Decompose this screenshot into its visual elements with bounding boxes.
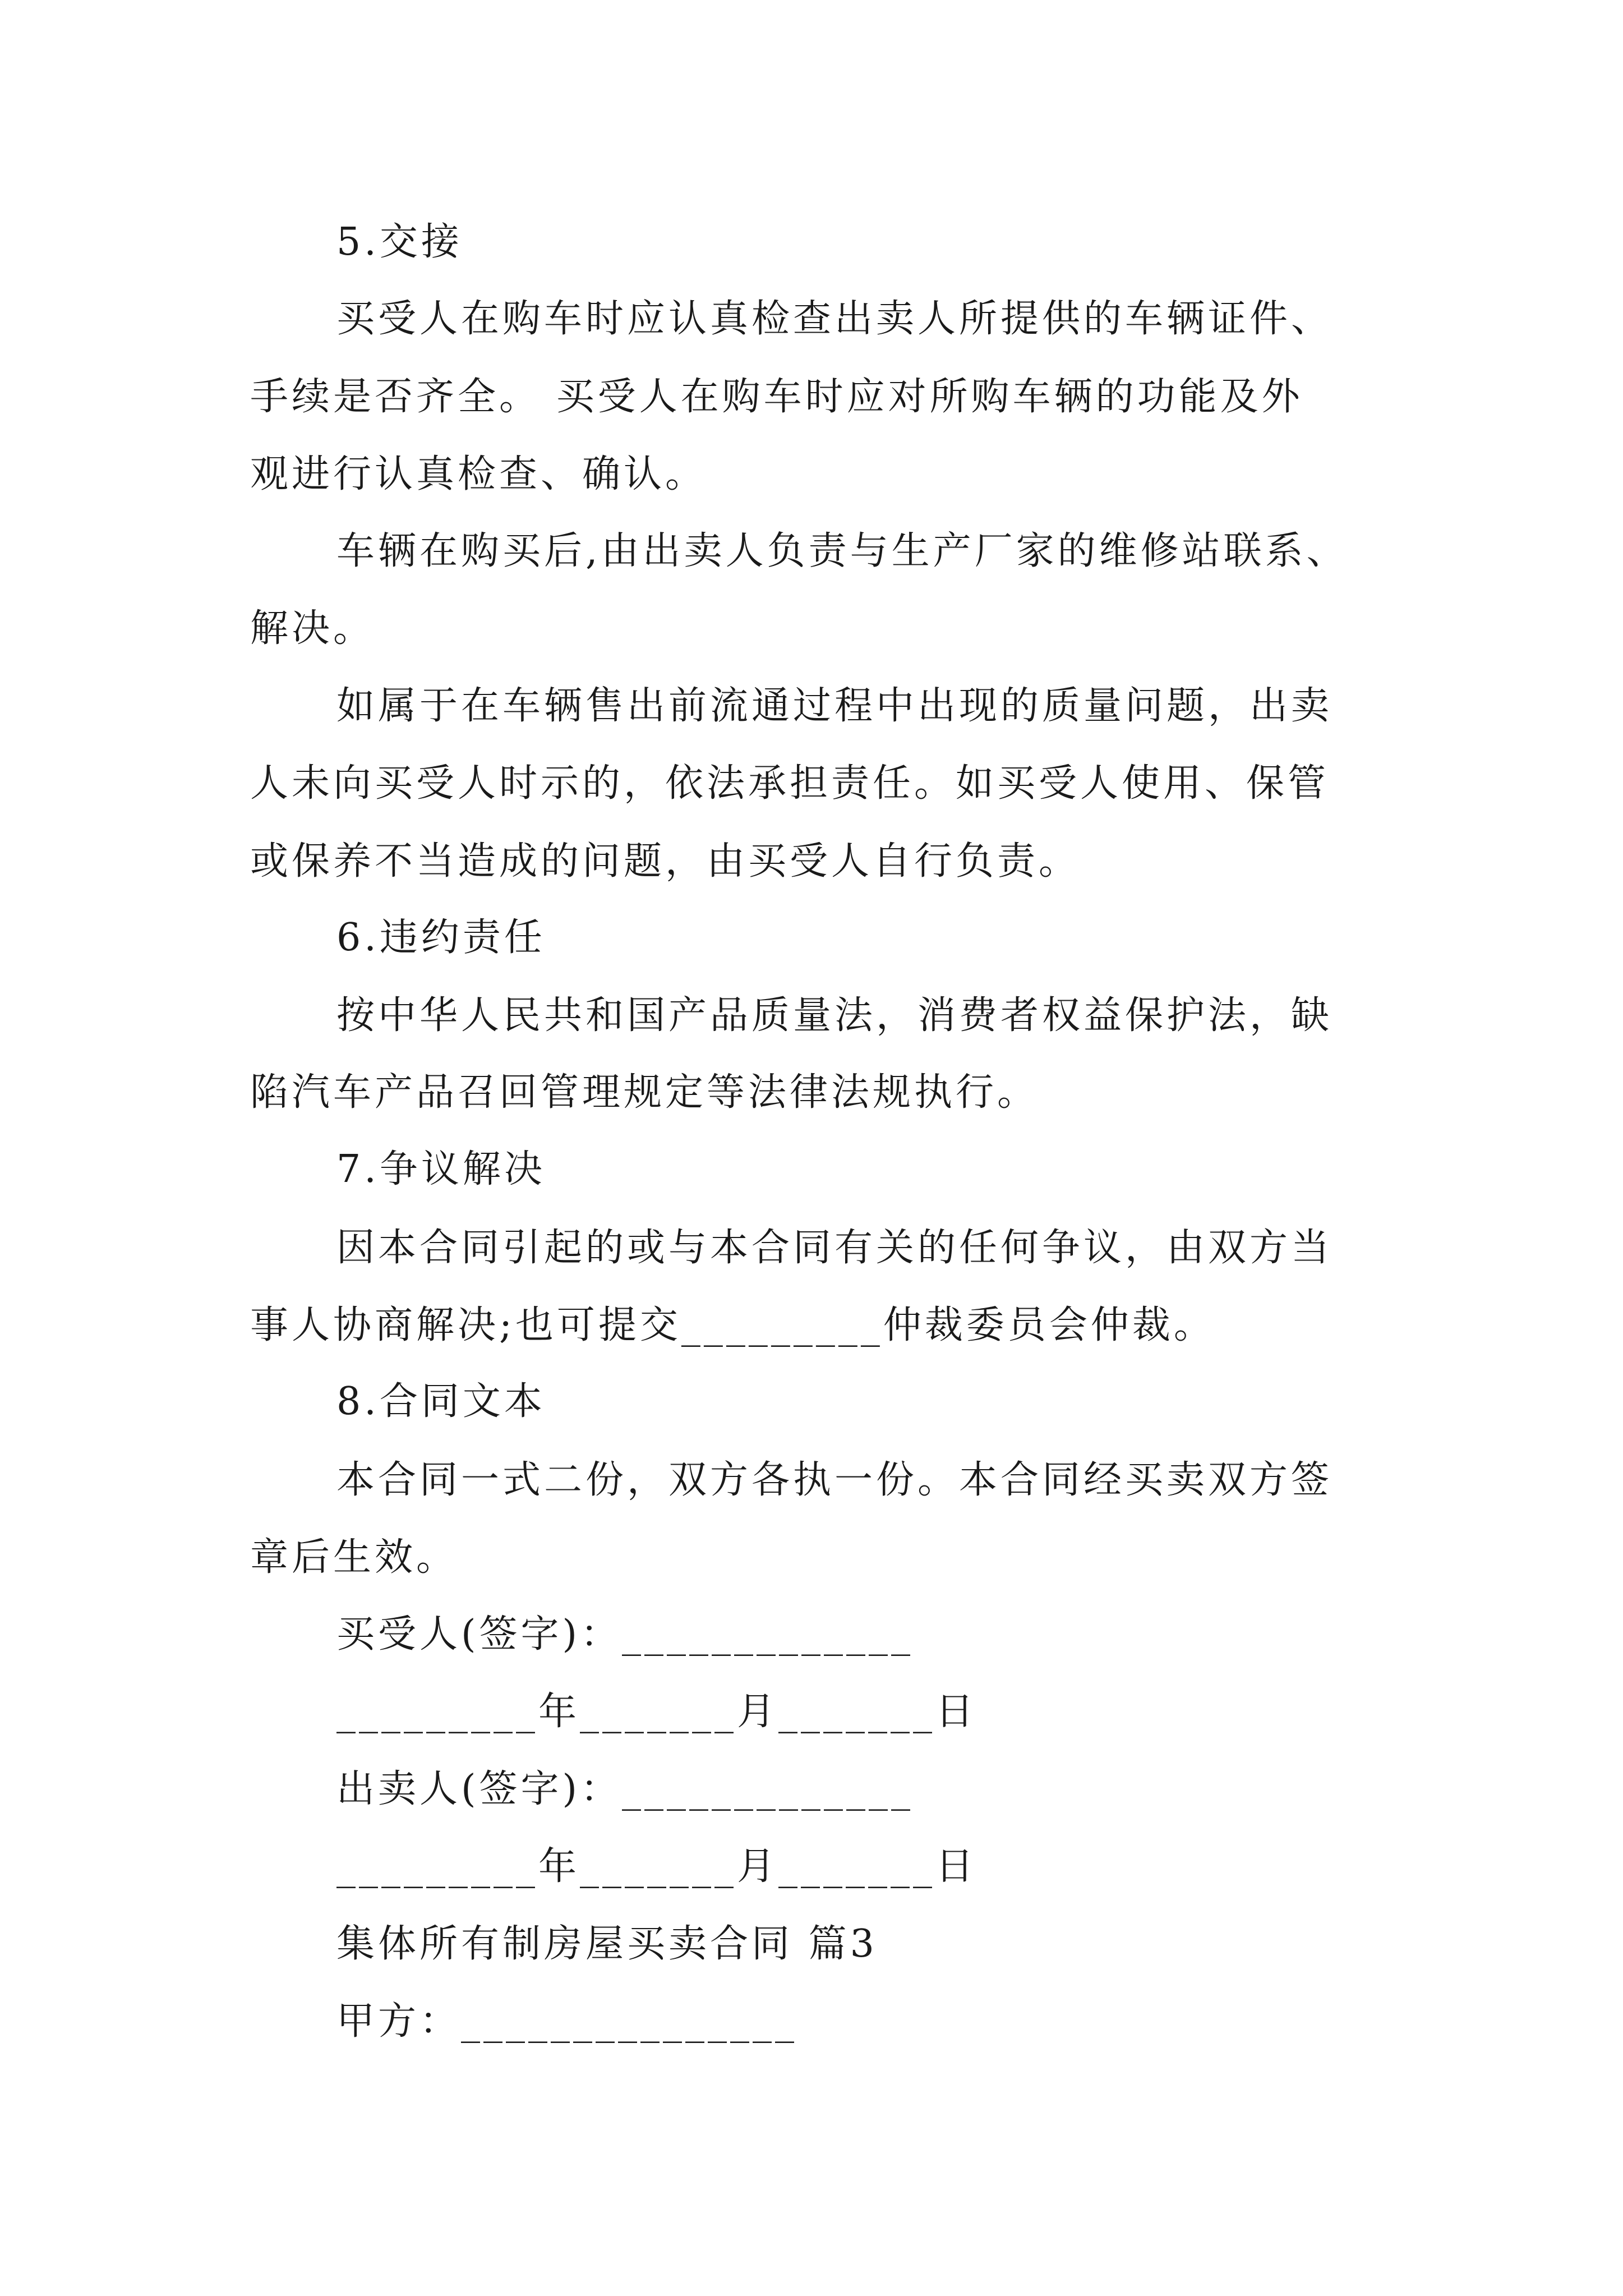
paragraph-line: 解决。 <box>250 606 375 651</box>
section-heading-contract-text: 8.合同文本 <box>336 1379 546 1424</box>
paragraph-line: 或保养不当造成的问题，由买受人自行负责。 <box>250 839 1081 884</box>
buyer-signature-line: 买受人(签字)：_____________ <box>336 1612 914 1657</box>
paragraph-line: 买受人在购车时应认真检查出卖人所提供的车辆证件、 <box>336 297 1333 341</box>
seller-signature-line: 出卖人(签字)：_____________ <box>336 1767 914 1811</box>
paragraph-line: 手续是否齐全。 买受人在购车时应对所购车辆的功能及外 <box>250 375 1303 419</box>
section-heading-handover: 5.交接 <box>336 220 463 264</box>
paragraph-line: 章后生效。 <box>250 1535 458 1580</box>
next-contract-title: 集体所有制房屋买卖合同 篇3 <box>336 1922 878 1966</box>
paragraph-line: 人未向买受人时示的，依法承担责任。如买受人使用、保管 <box>250 761 1330 806</box>
paragraph-line: 因本合同引起的或与本合同有关的任何争议，由双方当 <box>336 1226 1333 1270</box>
section-heading-breach-liability: 6.违约责任 <box>336 915 546 960</box>
paragraph-line: 事人协商解决;也可提交_________仲裁委员会仲裁。 <box>250 1303 1215 1347</box>
party-a-line: 甲方：_______________ <box>336 1999 798 2044</box>
paragraph-line: 按中华人民共和国产品质量法，消费者权益保护法，缺 <box>336 993 1333 1038</box>
paragraph-line: 本合同一式二份，双方各执一份。本合同经买卖双方签 <box>336 1458 1333 1502</box>
paragraph-line: 观进行认真检查、确认。 <box>250 452 707 496</box>
buyer-date-line: _________年_______月_______日 <box>336 1690 978 1734</box>
section-heading-dispute-resolution: 7.争议解决 <box>336 1147 546 1191</box>
paragraph-line: 如属于在车辆售出前流通过程中出现的质量问题，出卖 <box>336 684 1333 728</box>
paragraph-line: 陷汽车产品召回管理规定等法律法规执行。 <box>250 1070 1039 1115</box>
seller-date-line: _________年_______月_______日 <box>336 1844 978 1889</box>
paragraph-line: 车辆在购买后,由出卖人负责与生产厂家的维修站联系、 <box>336 529 1348 573</box>
